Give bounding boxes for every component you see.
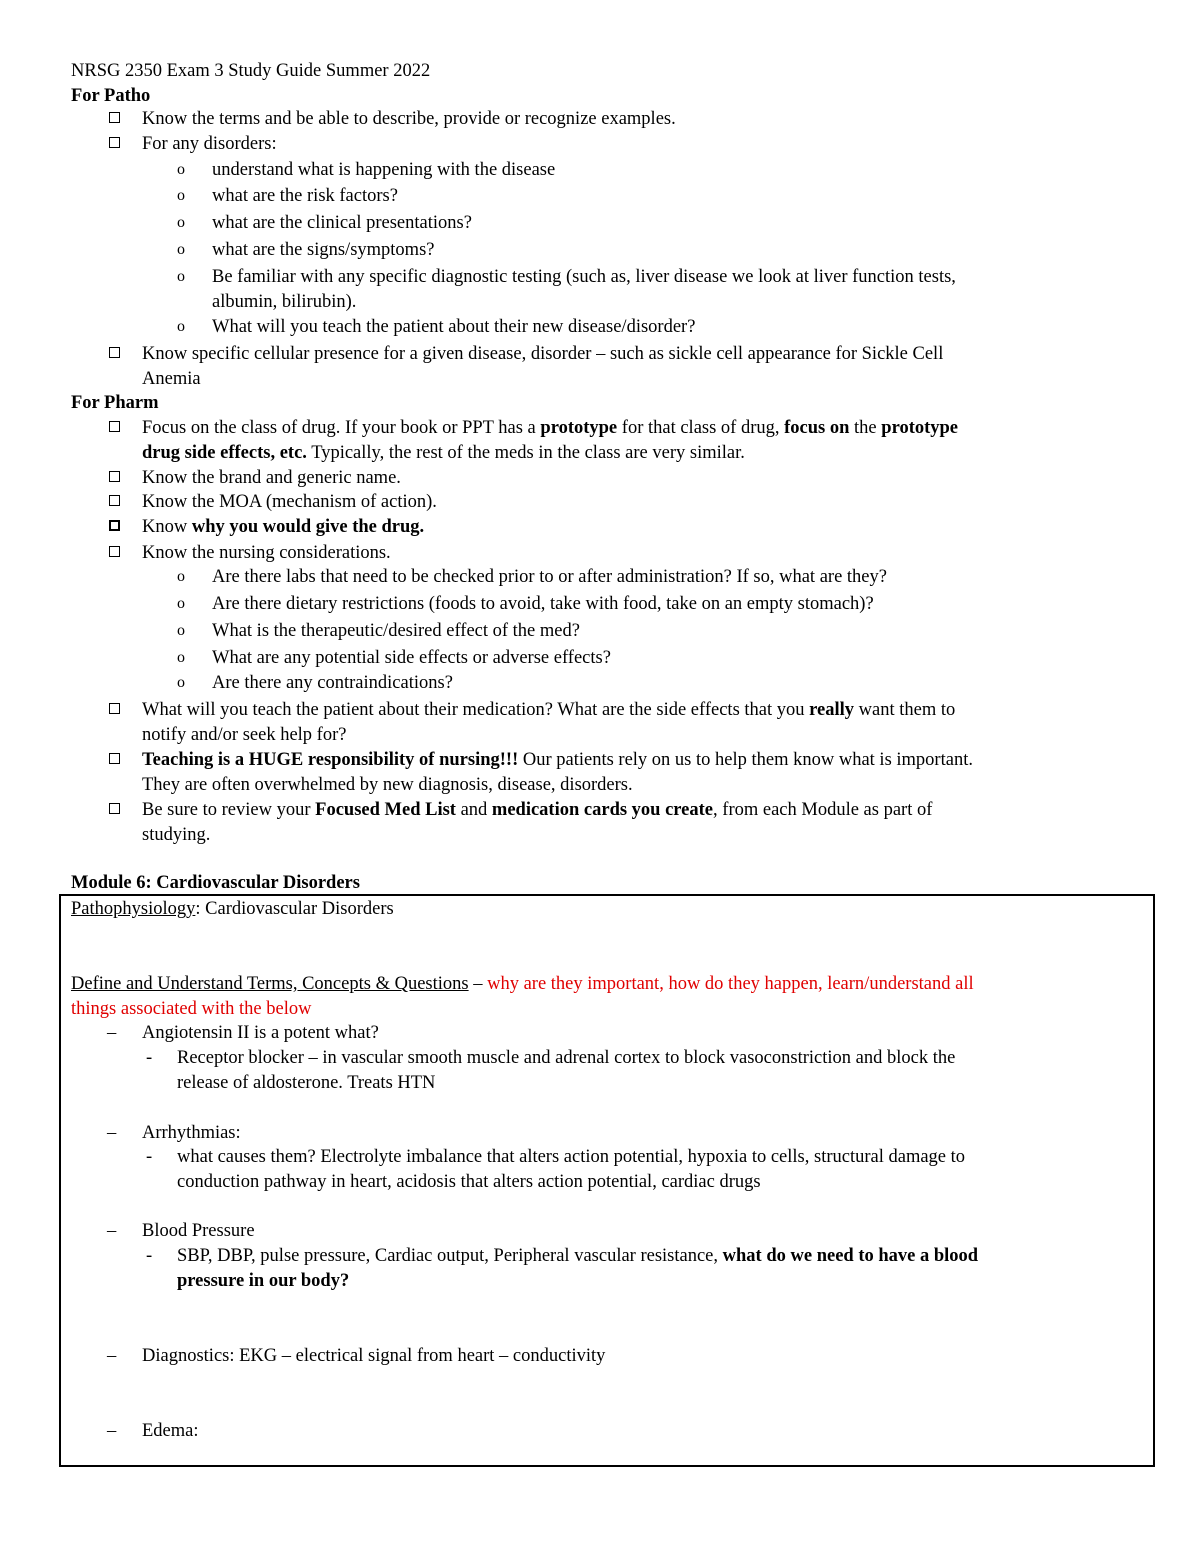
pharm-item-1: Focus on the class of drug. If your book or PPT has a prototype for that class of drug, focus on the prototype: [142, 418, 959, 438]
define-terms-heading: Define and Understand Terms, Concepts & Questions – why are they important, how do they happen, learn/understand all: [71, 974, 974, 994]
pharm-item-5: Know the nursing considerations.: [142, 543, 391, 563]
pharm-sub-5: Are there any contraindications?: [212, 673, 453, 693]
pharm-sub-4: What are any potential side effects or adverse effects?: [212, 648, 611, 668]
blood-pressure-answer-cont: pressure in our body?: [177, 1271, 350, 1291]
angiotensin-answer: Receptor blocker – in vascular smooth muscle and adrenal cortex to block vasoconstriction and block the: [177, 1048, 956, 1068]
patho-sub-3: what are the clinical presentations?: [212, 213, 472, 233]
arrhythmias-answer-cont: conduction pathway in heart, acidosis that alters action potential, cardiac drugs: [177, 1172, 761, 1192]
pharm-sub-3: What is the therapeutic/desired effect of the med?: [212, 621, 580, 641]
patho-sub-5: Be familiar with any specific diagnostic testing (such as, liver disease we look at liver function tests,: [212, 267, 956, 287]
pharm-item-7-cont: They are often overwhelmed by new diagnosis, disease, disorders.: [142, 775, 633, 795]
checkbox-icon: [109, 520, 120, 531]
patho-sub-6: What will you teach the patient about their new disease/disorder?: [212, 317, 696, 337]
dash-bullet-icon: –: [107, 1023, 117, 1043]
term-blood-pressure: Blood Pressure: [142, 1221, 255, 1241]
dash-bullet-icon: –: [107, 1221, 117, 1241]
checkbox-icon: [109, 421, 120, 432]
pharm-item-3: Know the MOA (mechanism of action).: [142, 492, 437, 512]
circle-bullet-icon: o: [177, 318, 185, 335]
term-angiotensin: Angiotensin II is a potent what?: [142, 1023, 379, 1043]
checkbox-icon: [109, 546, 120, 557]
arrhythmias-answer: what causes them? Electrolyte imbalance that alters action potential, hypoxia to cells, structural damage to: [177, 1147, 966, 1167]
checkbox-icon: [109, 753, 120, 764]
pharm-heading: For Pharm: [71, 393, 159, 413]
checkbox-icon: [109, 137, 120, 148]
checkbox-icon: [109, 112, 120, 123]
pharm-item-1-cont: drug side effects, etc. Typically, the rest of the meds in the class are very similar.: [142, 443, 745, 463]
patho-sub-4: what are the signs/symptoms?: [212, 240, 435, 260]
pharm-item-4: Know why you would give the drug.: [142, 517, 425, 537]
blood-pressure-answer: SBP, DBP, pulse pressure, Cardiac output, Peripheral vascular resistance, what do we need to have a blood: [177, 1246, 979, 1266]
pharm-sub-1: Are there labs that need to be checked prior to or after administration? If so, what are they?: [212, 567, 887, 587]
circle-bullet-icon: o: [177, 241, 185, 258]
dash-bullet-icon: –: [107, 1421, 117, 1441]
patho-sub-2: what are the risk factors?: [212, 186, 398, 206]
circle-bullet-icon: o: [177, 214, 185, 231]
pharm-item-8: Be sure to review your Focused Med List and medication cards you create, from each Module as part of: [142, 800, 933, 820]
angiotensin-answer-cont: release of aldosterone. Treats HTN: [177, 1073, 436, 1093]
hyphen-bullet-icon: -: [146, 1147, 153, 1167]
circle-bullet-icon: o: [177, 649, 185, 666]
checkbox-icon: [109, 471, 120, 482]
patho-item-3-cont: Anemia: [142, 369, 201, 389]
patho-sub-1: understand what is happening with the disease: [212, 160, 556, 180]
doc-title: NRSG 2350 Exam 3 Study Guide Summer 2022: [71, 61, 431, 81]
circle-bullet-icon: o: [177, 161, 185, 178]
checkbox-icon: [109, 495, 120, 506]
pharm-item-7: Teaching is a HUGE responsibility of nursing!!! Our patients rely on us to help them know what is important.: [142, 750, 973, 770]
dash-bullet-icon: –: [107, 1346, 117, 1366]
checkbox-icon: [109, 347, 120, 358]
patho-heading: For Patho: [71, 86, 151, 106]
patho-sub-5-cont: albumin, bilirubin).: [212, 292, 357, 312]
circle-bullet-icon: o: [177, 268, 185, 285]
circle-bullet-icon: o: [177, 595, 185, 612]
hyphen-bullet-icon: -: [146, 1246, 153, 1266]
dash-bullet-icon: –: [107, 1123, 117, 1143]
checkbox-icon: [109, 803, 120, 814]
pharm-sub-2: Are there dietary restrictions (foods to avoid, take with food, take on an empty stomach)?: [212, 594, 874, 614]
pharm-item-2: Know the brand and generic name.: [142, 468, 401, 488]
patho-item-2: For any disorders:: [142, 134, 277, 154]
circle-bullet-icon: o: [177, 187, 185, 204]
pharm-item-8-cont: studying.: [142, 825, 211, 845]
patho-label: Pathophysiology: Cardiovascular Disorders: [71, 899, 394, 919]
circle-bullet-icon: o: [177, 568, 185, 585]
pharm-item-6: What will you teach the patient about their medication? What are the side effects that you really want them to: [142, 700, 956, 720]
hyphen-bullet-icon: -: [146, 1048, 153, 1068]
circle-bullet-icon: o: [177, 622, 185, 639]
patho-item-3: Know specific cellular presence for a given disease, disorder – such as sickle cell appearance for Sickle Cell: [142, 344, 944, 364]
patho-item-1: Know the terms and be able to describe, provide or recognize examples.: [142, 109, 676, 129]
circle-bullet-icon: o: [177, 674, 185, 691]
term-diagnostics: Diagnostics: EKG – electrical signal from heart – conductivity: [142, 1346, 606, 1366]
term-arrhythmias: Arrhythmias:: [142, 1123, 241, 1143]
term-edema: Edema:: [142, 1421, 199, 1441]
module-heading: Module 6: Cardiovascular Disorders: [71, 873, 360, 893]
checkbox-icon: [109, 703, 120, 714]
define-terms-heading-cont: things associated with the below: [71, 999, 312, 1019]
pharm-item-6-cont: notify and/or seek help for?: [142, 725, 347, 745]
